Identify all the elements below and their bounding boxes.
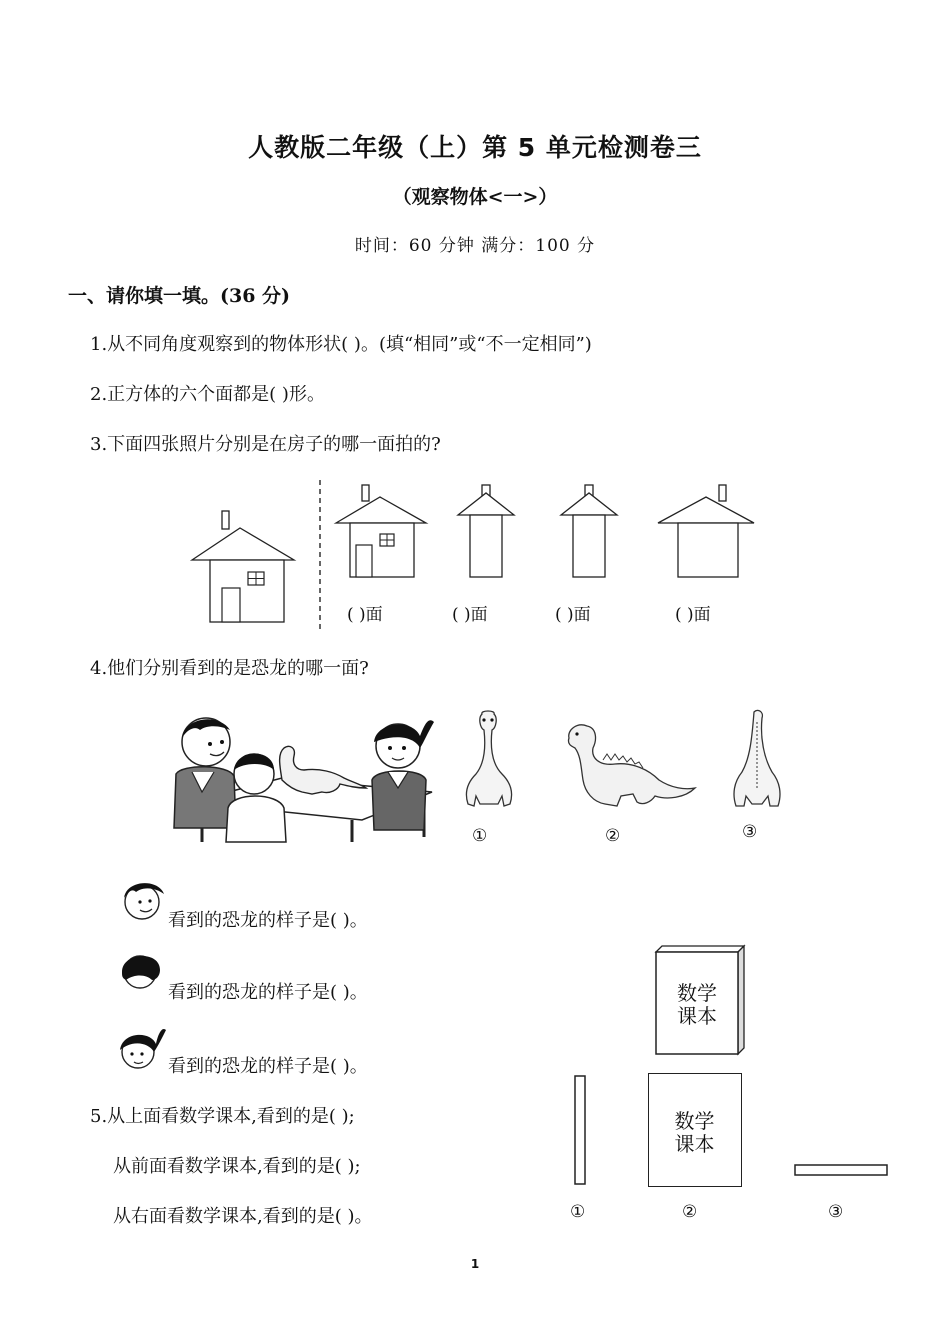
q3-blank-4[interactable]: ( )面 — [675, 605, 711, 625]
children-table-scene — [162, 712, 437, 844]
dinosaur-side-view — [563, 718, 698, 810]
q5-label-3: ③ — [828, 1202, 844, 1222]
question-5-top[interactable]: 5.从上面看数学课本,看到的是( ); — [90, 1106, 355, 1127]
book-3d-label-line2: 课本 — [677, 1004, 717, 1028]
q3-blank-2[interactable]: ( )面 — [452, 605, 488, 625]
book-front-label-line2: 课本 — [674, 1132, 715, 1156]
page-subtitle: （观察物体<一>） — [392, 186, 558, 208]
question-3: 3.下面四张照片分别是在房子的哪一面拍的? — [90, 434, 441, 455]
book-option-spine — [573, 1074, 587, 1186]
house-side-view-left — [456, 483, 516, 579]
question-5-front[interactable]: 从前面看数学课本,看到的是( ); — [113, 1156, 361, 1177]
house-front-view — [334, 483, 430, 579]
question-5-right[interactable]: 从右面看数学课本,看到的是( )。 — [113, 1206, 373, 1227]
dino-label-3: ③ — [742, 822, 758, 842]
q3-blank-3[interactable]: ( )面 — [555, 605, 591, 625]
book-3d-label-line1: 数学 — [677, 981, 717, 1005]
dinosaur-front-view — [458, 708, 520, 816]
book-option-front — [648, 1073, 742, 1187]
page-number: 1 — [470, 1257, 480, 1271]
book-3d — [654, 944, 746, 1056]
dino-label-2: ② — [605, 826, 621, 846]
question-2: 2.正方体的六个面都是( )形。 — [90, 384, 325, 405]
book-option-top — [793, 1163, 889, 1177]
girl-face-avatar — [116, 1022, 168, 1072]
back-boy-avatar — [116, 950, 166, 992]
house-3d-figure — [190, 508, 300, 626]
q4-answer-1[interactable]: 看到的恐龙的样子是( )。 — [168, 910, 368, 931]
divider-line — [318, 480, 322, 630]
house-back-view — [656, 483, 756, 579]
q4-answer-2[interactable]: 看到的恐龙的样子是( )。 — [168, 982, 368, 1003]
question-4: 4.他们分别看到的是恐龙的哪一面? — [90, 658, 369, 679]
q5-label-1: ① — [570, 1202, 586, 1222]
dinosaur-back-view — [726, 708, 788, 816]
question-1: 1.从不同角度观察到的物体形状( )。(填“相同”或“不一定相同”) — [90, 334, 592, 355]
book-front-label-line1: 数学 — [674, 1109, 715, 1133]
q5-label-2: ② — [682, 1202, 698, 1222]
q4-answer-3[interactable]: 看到的恐龙的样子是( )。 — [168, 1056, 368, 1077]
section-heading: 一、请你填一填。(36 分) — [68, 285, 291, 307]
house-side-view-right — [559, 483, 619, 579]
page-title: 人教版二年级（上）第 5 单元检测卷三 — [248, 133, 702, 162]
boy-face-avatar — [118, 876, 168, 922]
time-info: 时间：60 分钟 满分：100 分 — [354, 236, 596, 256]
q3-blank-1[interactable]: ( )面 — [347, 605, 383, 625]
dino-label-1: ① — [472, 826, 488, 846]
